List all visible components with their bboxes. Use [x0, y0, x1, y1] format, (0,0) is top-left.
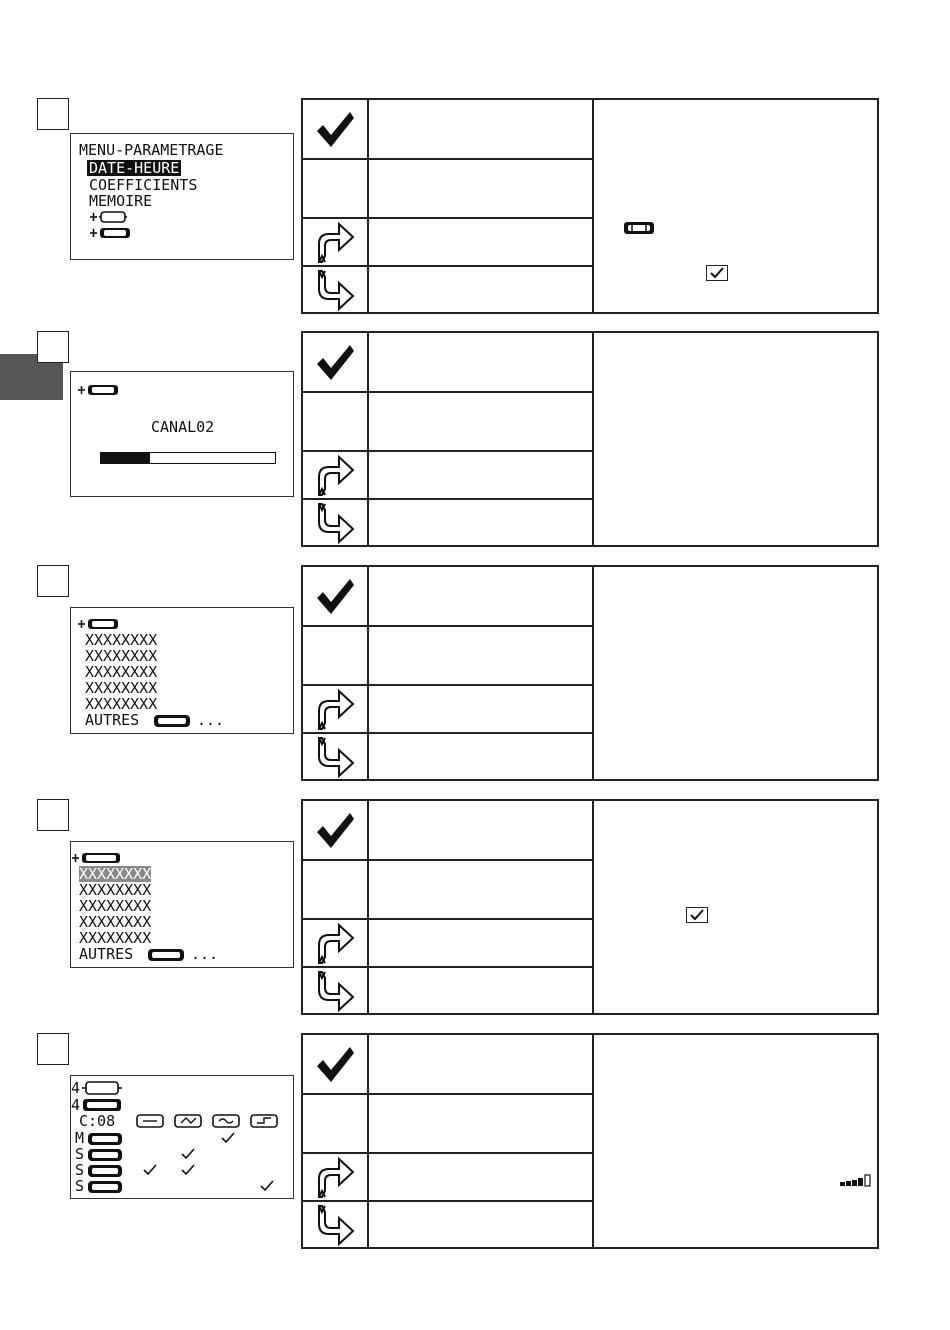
step-box-2 [37, 331, 69, 363]
list-item-selected: XXXXXXXX [79, 865, 152, 883]
menu-item-date-heure: DATE-HEURE [89, 159, 180, 177]
instruction-panel-5 [301, 1033, 879, 1249]
arrow-up-icon [303, 452, 367, 498]
menu-title: MENU-PARAMETRAGE [79, 141, 224, 159]
lcd-screen-3 [70, 607, 294, 734]
channel-label: C:08 [79, 1112, 116, 1130]
others-label: AUTRES [85, 711, 140, 729]
list-item: XXXXXXXX [85, 679, 158, 697]
progress-fill [101, 453, 150, 463]
instruction-panel-1 [301, 98, 879, 314]
step-box-4 [37, 799, 69, 831]
add-device-icon [71, 851, 123, 865]
row-prefix: 4 [71, 1079, 81, 1097]
step-box-1 [37, 98, 69, 130]
list-item: XXXXXXXX [79, 897, 152, 915]
instruction-panel-3 [301, 565, 879, 781]
arrow-up-icon [303, 920, 367, 966]
arrow-down-icon [303, 1202, 367, 1249]
menu-item-memoire: MEMOIRE [89, 192, 153, 210]
checkmark-icon [303, 102, 367, 158]
checkbox-icon [706, 265, 728, 281]
add-device-icon [77, 383, 129, 397]
instruction-panel-2 [301, 331, 879, 547]
step-box-3 [37, 565, 69, 597]
checkbox-icon [686, 907, 708, 923]
lcd-screen-2 [70, 371, 294, 497]
device-header [77, 382, 129, 401]
step-box-5 [37, 1033, 69, 1065]
row-label: M [75, 1129, 85, 1147]
add-device-icon [77, 617, 129, 631]
list-item: XXXXXXXX [79, 929, 152, 947]
row-label: S [75, 1161, 85, 1179]
row-prefix: 4 [71, 1096, 81, 1114]
arrow-up-icon [303, 686, 367, 732]
instruction-panel-4 [301, 799, 879, 1015]
lcd-screen-1 [70, 133, 294, 260]
arrow-up-icon [303, 219, 367, 265]
ellipsis: ... [197, 711, 225, 729]
battery-icon [153, 713, 193, 732]
arrow-down-icon [303, 968, 367, 1015]
checkmark-icon [303, 335, 367, 391]
row-label: S [75, 1177, 85, 1195]
lcd-screen-5 [70, 1075, 294, 1199]
list-item: XXXXXXXX [85, 631, 158, 649]
arrow-down-icon [303, 734, 367, 781]
signal-strength-icon [839, 1173, 875, 1192]
arrow-down-icon [303, 267, 367, 314]
progress-bar [100, 452, 276, 464]
checkmark-icon [303, 569, 367, 625]
checkmark-icon [303, 1037, 367, 1093]
add-device-icon [89, 226, 141, 240]
list-item: XXXXXXXX [85, 663, 158, 681]
add-sensor-icon [89, 210, 141, 224]
list-item: XXXXXXXX [79, 881, 152, 899]
lcd-screen-4 [70, 841, 294, 968]
arrow-down-icon [303, 500, 367, 547]
ellipsis: ... [191, 945, 219, 963]
checkmark-icon [303, 803, 367, 859]
list-item: XXXXXXXX [79, 913, 152, 931]
list-item: XXXXXXXX [85, 647, 158, 665]
others-label: AUTRES [79, 945, 134, 963]
battery-icon [622, 220, 658, 239]
menu-item-coefficients: COEFFICIENTS [89, 176, 198, 194]
row-label: S [75, 1145, 85, 1163]
menu-item-add-device [89, 225, 141, 244]
list-item: XXXXXXXX [85, 695, 158, 713]
assignment-checkmarks [71, 1076, 293, 1198]
arrow-up-icon [303, 1154, 367, 1200]
channel-label: CANAL02 [151, 418, 215, 436]
battery-icon [147, 947, 187, 966]
